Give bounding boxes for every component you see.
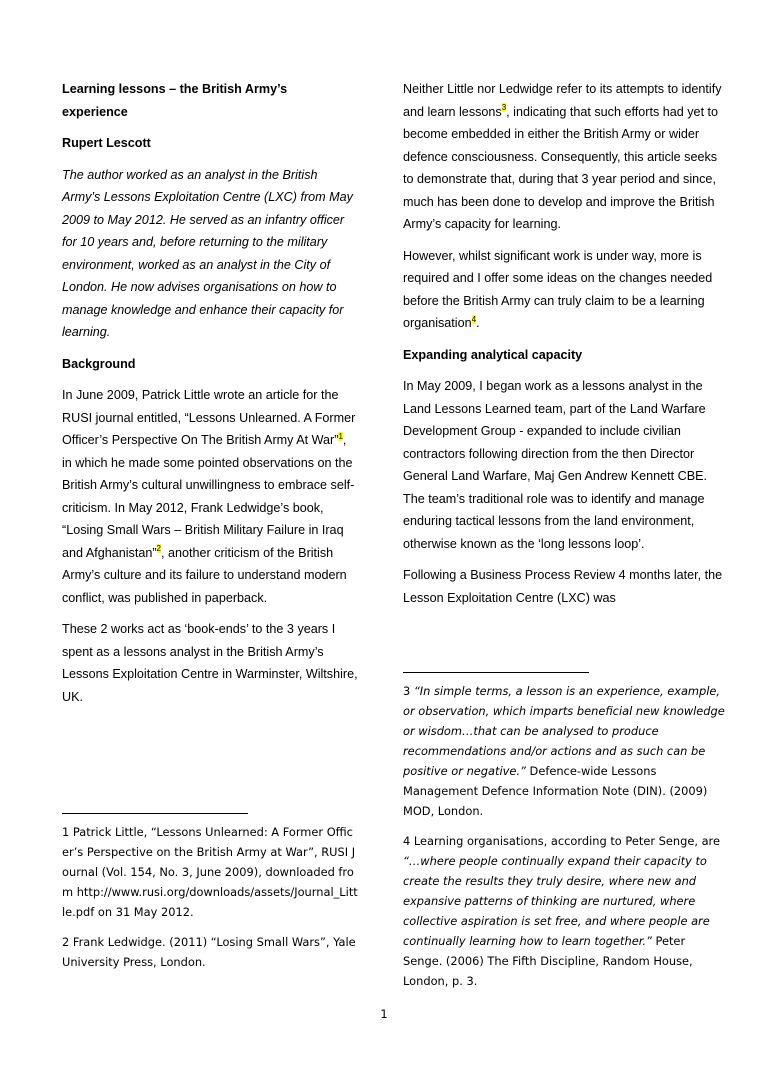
right-paragraph-2-part-b: . bbox=[476, 316, 480, 330]
footnote-1-number: 1 bbox=[62, 825, 70, 839]
footnote-4-part-a: Learning organisations, according to Peter Senge, are bbox=[413, 834, 720, 848]
footnote-1-text: Patrick Little, “Lessons Unlearned: A Former Officer’s Perspective on the British Army at War”, RUSI Journal (Vol. 154, No. 3, June 2009), downloaded from http://www.rusi.org/downloads/assets/Journal_Little.pdf on 31 May 2012. bbox=[62, 825, 358, 919]
title-line-2: experience bbox=[62, 104, 128, 119]
right-paragraph-1 bbox=[403, 78, 725, 236]
right-footnotes bbox=[403, 672, 725, 991]
footnote-divider bbox=[62, 813, 248, 814]
right-column bbox=[403, 78, 725, 988]
author-bio: The author worked as an analyst in the British Army’s Lessons Exploitation Centre (LXC) from May 2009 to May 2012. He served as an infantry officer for 10 years and, before returning to the military environment, worked as an analyst in the City of London. He now advises organisations on how to manage knowledge and enhance their capacity for learning. bbox=[62, 167, 353, 339]
right-paragraph-2 bbox=[403, 245, 725, 335]
paragraph-1-part-b: , in which he made some pointed observations on the British Army’s cultural unwillingness to embrace self-criticism. In May 2012, Frank Ledwidge’s book, “Losing Small Wars – British Military Failure in Iraq and Afghanistan” bbox=[62, 433, 355, 560]
footnote-ref-1[interactable]: 1 bbox=[338, 431, 343, 441]
footnote-ref-2[interactable]: 2 bbox=[156, 544, 161, 554]
footnote-2 bbox=[62, 932, 358, 972]
right-paragraph-4: Following a Business Process Review 4 months later, the Lesson Exploitation Centre (LXC) was bbox=[403, 568, 723, 605]
left-column bbox=[62, 78, 358, 969]
page-number: 1 bbox=[380, 1007, 388, 1021]
right-paragraph-1-part-b: , indicating that such efforts had yet to become embedded in either the British Army or wider defence consciousness. Consequently, this article seeks to demonstrate that, during that 3 year period and since, much has been done to develop and improve the British Army’s capacity for learning. bbox=[403, 104, 719, 231]
author-name: Rupert Lescott bbox=[62, 136, 151, 150]
title-line-1: Learning lessons – the British Army’s bbox=[62, 82, 288, 96]
footnote-4 bbox=[403, 831, 725, 991]
right-paragraph-3: In May 2009, I began work as a lessons analyst in the Land Lessons Learned team, part of the Land Warfare Development Group - expanded to include civilian contractors following direction from the then Director General Land Warfare, Maj Gen Andrew Kennett CBE. The team’s traditional role was to identify and manage enduring tactical lessons from the land environment, otherwise known as the ‘long lessons loop’. bbox=[403, 379, 708, 551]
left-footnotes bbox=[62, 813, 358, 972]
footnote-1 bbox=[62, 822, 358, 922]
footnote-3-number: 3 bbox=[403, 684, 411, 698]
footnote-3 bbox=[403, 681, 725, 821]
footnote-2-text: Frank Ledwidge. (2011) “Losing Small Wars”, Yale University Press, London. bbox=[62, 935, 356, 969]
section-heading-background: Background bbox=[62, 356, 136, 371]
footnote-ref-4[interactable]: 4 bbox=[471, 314, 477, 324]
footnote-4-part-b: Peter Senge. (2006) The Fifth Discipline, Random House, London, p. 3. bbox=[403, 934, 693, 988]
footnote-3-quote: “In simple terms, a lesson is an experience, example, or observation, which imparts beneficial new knowledge or wisdom…that can be analysed to produce recommendations and/or actions and as such can be positive or negative.” bbox=[403, 684, 725, 778]
paragraph-1-part-a: In June 2009, Patrick Little wrote an article for the RUSI journal entitled, “Lessons Unlearned. A Former Officer’s Perspective On The British Army At War” bbox=[62, 388, 356, 447]
right-paragraph-1-part-a: Neither Little nor Ledwidge refer to its attempts to identify and learn lessons bbox=[403, 82, 722, 119]
footnote-3-rest: Defence-wide Lessons Management Defence Information Note (DIN). (2009) MOD, London. bbox=[403, 764, 708, 818]
article-title bbox=[62, 78, 358, 123]
paragraph-1 bbox=[62, 384, 358, 609]
paragraph-2: These 2 works act as ‘book-ends’ to the 3 years I spent as a lessons analyst in the British Army’s Lessons Exploitation Centre in Warminster, Wiltshire, UK. bbox=[62, 622, 358, 704]
footnote-4-number: 4 bbox=[403, 834, 411, 848]
right-paragraph-2-part-a: However, whilst significant work is under way, more is required and I offer some ideas on the changes needed before the British Army can truly claim to be a learning organisation bbox=[403, 248, 713, 330]
footnote-divider-right bbox=[403, 672, 589, 673]
footnote-2-number: 2 bbox=[62, 935, 70, 949]
paragraph-1-part-c: , another criticism of the British Army’s culture and its failure to understand modern conflict, was published in paperback. bbox=[62, 545, 347, 605]
section-heading-expanding: Expanding analytical capacity bbox=[403, 347, 583, 362]
footnote-ref-3[interactable]: 3 bbox=[501, 103, 507, 113]
footnote-4-quote: “…where people continually expand their capacity to create the results they truly desire, where new and expansive patterns of thinking are nurtured, where collective aspiration is set free, and where people are continually learning how to learn together.” bbox=[403, 854, 710, 948]
